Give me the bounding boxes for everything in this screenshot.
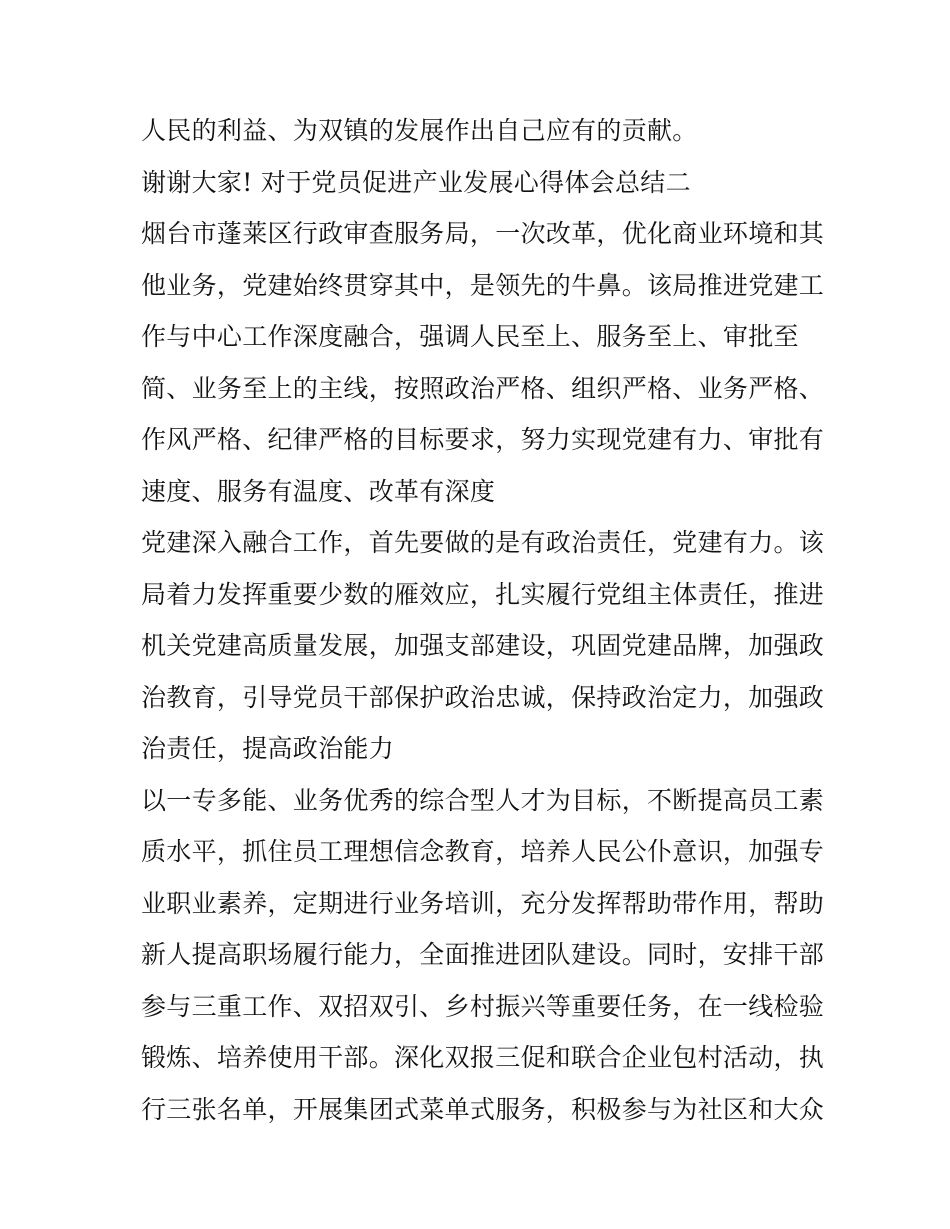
text-line: 人民的利益、为双镇的发展作出自己应有的贡献。 [141, 116, 698, 145]
text-line: 业职业素养，定期进行业务培训，充分发挥帮助带作用，帮助 [141, 888, 825, 918]
text-line: 烟台市蓬莱区行政审查服务局，一次改革，优化商业环境和其 [141, 219, 825, 248]
text-line: 速度、服务有温度、改革有深度 [141, 476, 496, 506]
text-line: 行三张名单，开展集团式菜单式服务，积极参与为社区和大众 [141, 1094, 825, 1124]
text-line: 新人提高职场履行能力，全面推进团队建设。同时，安排干部 [141, 940, 825, 969]
body-text [141, 105, 825, 1135]
text-line: 参与三重工作、双招双引、乡村振兴等重要任务，在一线检验 [141, 991, 825, 1021]
text-line: 治教育，引导党员干部保护政治忠诚，保持政治定力，加强政 [141, 682, 825, 712]
text-line: 作与中心工作深度融合，强调人民至上、服务至上、审批至 [141, 322, 799, 351]
text-line: 质水平，抓住员工理想信念教育，培养人民公仆意识，加强专 [141, 837, 825, 866]
text-line: 机关党建高质量发展，加强支部建设，巩固党建品牌，加强政 [141, 631, 825, 660]
text-line: 以一专多能、业务优秀的综合型人才为目标，不断提高员工素 [141, 785, 825, 815]
text-line: 简、业务至上的主线，按照政治严格、组织严格、业务严格、 [141, 373, 825, 403]
text-line: 他业务，党建始终贯穿其中，是领先的牛鼻。该局推进党建工 [141, 270, 825, 300]
text-line: 锻炼、培养使用干部。深化双报三促和联合企业包村活动，执 [141, 1043, 825, 1072]
text-line: 治责任，提高政治能力 [141, 734, 395, 763]
text-line: 作风严格、纪律严格的目标要求，努力实现党建有力、审批有 [141, 425, 825, 454]
text-line: 谢谢大家! 对于党员促进产业发展心得体会总结二 [141, 167, 691, 197]
text-line: 局着力发挥重要少数的雁效应，扎实履行党组主体责任，推进 [141, 579, 825, 609]
text-line: 党建深入融合工作，首先要做的是有政治责任，党建有力。该 [141, 528, 825, 557]
